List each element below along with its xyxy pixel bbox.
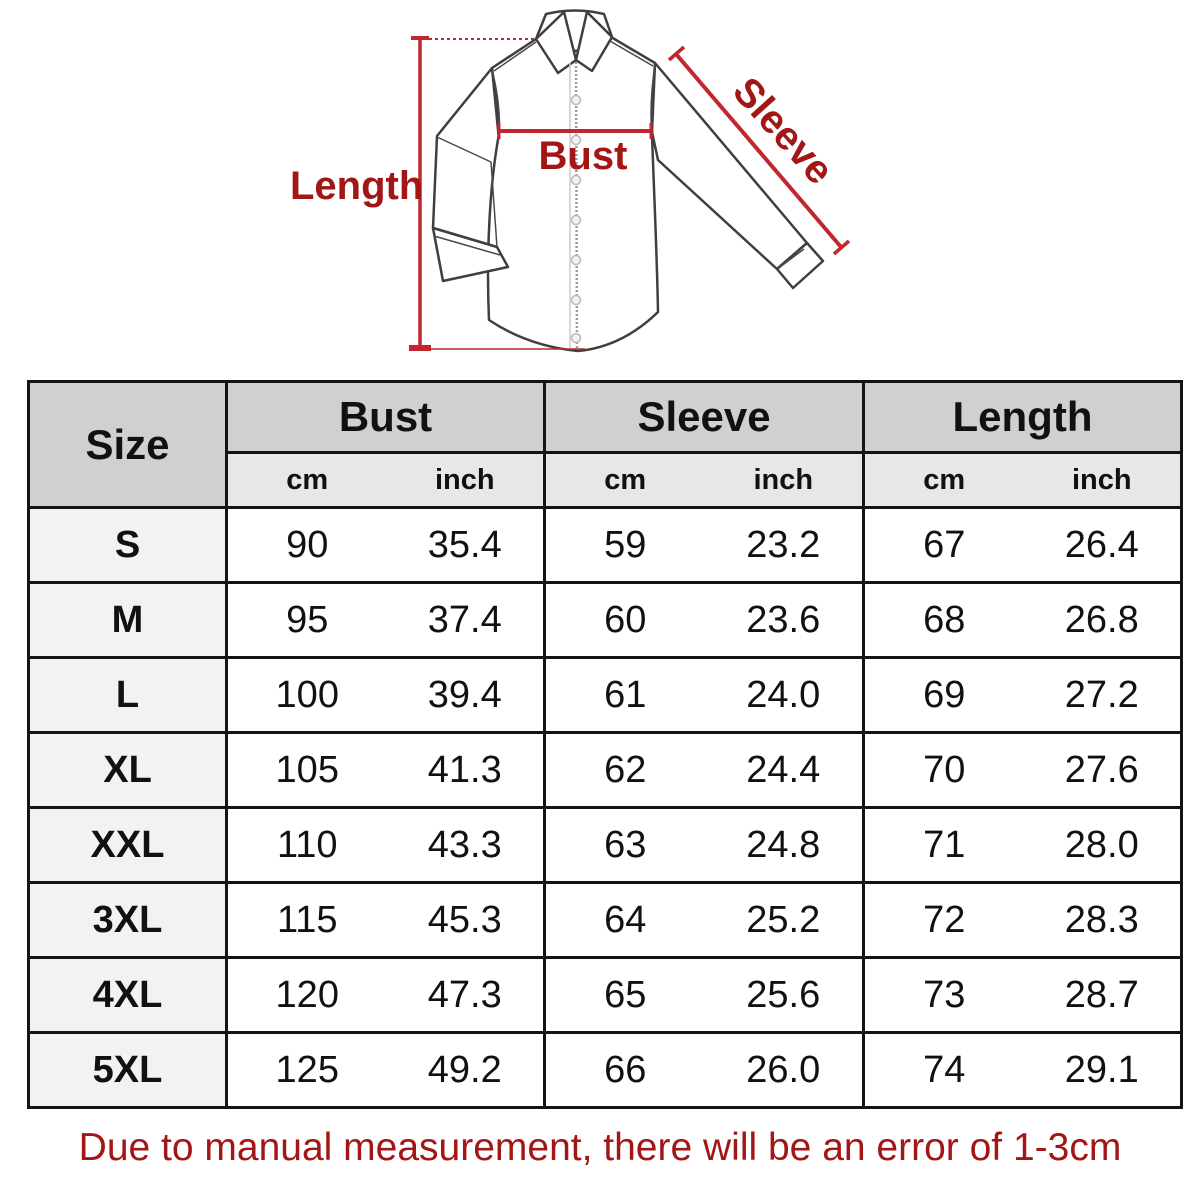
unit-header-inch: inch: [705, 453, 864, 508]
size-cell: S: [29, 508, 227, 583]
value-cell: 45.3: [387, 883, 545, 958]
group-header-row: [29, 382, 1182, 453]
value-cell: 27.6: [1024, 733, 1182, 808]
value-cell: 41.3: [387, 733, 545, 808]
value-cell: 43.3: [387, 808, 545, 883]
size-cell: 3XL: [29, 883, 227, 958]
value-cell: 35.4: [387, 508, 545, 583]
value-cell: 125: [227, 1033, 387, 1108]
value-cell: 28.0: [1024, 808, 1182, 883]
value-cell: 90: [227, 508, 387, 583]
table-row: [29, 508, 1182, 583]
value-cell: 65: [545, 958, 705, 1033]
value-cell: 24.8: [705, 808, 864, 883]
table-row: [29, 883, 1182, 958]
length-group-header: Length: [864, 382, 1182, 453]
table-row: [29, 808, 1182, 883]
size-chart-table: [27, 380, 1183, 1109]
value-cell: 64: [545, 883, 705, 958]
value-cell: 67: [864, 508, 1024, 583]
size-cell: 4XL: [29, 958, 227, 1033]
size-cell: XXL: [29, 808, 227, 883]
value-cell: 60: [545, 583, 705, 658]
value-cell: 24.0: [705, 658, 864, 733]
value-cell: 49.2: [387, 1033, 545, 1108]
table-row: [29, 1033, 1182, 1108]
value-cell: 39.4: [387, 658, 545, 733]
bust-label: Bust: [538, 134, 628, 178]
value-cell: 23.2: [705, 508, 864, 583]
value-cell: 27.2: [1024, 658, 1182, 733]
sleeve-label: Sleeve: [724, 69, 842, 193]
value-cell: 24.4: [705, 733, 864, 808]
value-cell: 66: [545, 1033, 705, 1108]
value-cell: 63: [545, 808, 705, 883]
table-row: [29, 583, 1182, 658]
table-row: [29, 733, 1182, 808]
value-cell: 29.1: [1024, 1033, 1182, 1108]
value-cell: 25.2: [705, 883, 864, 958]
value-cell: 28.3: [1024, 883, 1182, 958]
size-cell: M: [29, 583, 227, 658]
sleeve-group-header: Sleeve: [545, 382, 864, 453]
value-cell: 70: [864, 733, 1024, 808]
value-cell: 105: [227, 733, 387, 808]
unit-header-cm: cm: [227, 453, 387, 508]
value-cell: 26.4: [1024, 508, 1182, 583]
shirt-outline: [433, 11, 823, 352]
measurement-disclaimer: Due to manual measurement, there will be an error of 1-3cm: [78, 1126, 1122, 1169]
table-row: [29, 958, 1182, 1033]
value-cell: 71: [864, 808, 1024, 883]
unit-header-cm: cm: [545, 453, 705, 508]
value-cell: 23.6: [705, 583, 864, 658]
unit-header-cm: cm: [864, 453, 1024, 508]
value-cell: 72: [864, 883, 1024, 958]
value-cell: 100: [227, 658, 387, 733]
value-cell: 59: [545, 508, 705, 583]
value-cell: 73: [864, 958, 1024, 1033]
value-cell: 62: [545, 733, 705, 808]
size-cell: XL: [29, 733, 227, 808]
value-cell: 26.8: [1024, 583, 1182, 658]
value-cell: 95: [227, 583, 387, 658]
value-cell: 68: [864, 583, 1024, 658]
value-cell: 69: [864, 658, 1024, 733]
length-label: Length: [290, 164, 424, 208]
size-cell: 5XL: [29, 1033, 227, 1108]
value-cell: 28.7: [1024, 958, 1182, 1033]
size-column-header: Size: [29, 382, 227, 508]
value-cell: 120: [227, 958, 387, 1033]
value-cell: 25.6: [705, 958, 864, 1033]
bust-group-header: Bust: [227, 382, 545, 453]
value-cell: 61: [545, 658, 705, 733]
unit-header-inch: inch: [1024, 453, 1182, 508]
value-cell: 110: [227, 808, 387, 883]
value-cell: 37.4: [387, 583, 545, 658]
size-cell: L: [29, 658, 227, 733]
unit-header-inch: inch: [387, 453, 545, 508]
shirt-measurement-diagram: [0, 0, 1200, 372]
value-cell: 115: [227, 883, 387, 958]
value-cell: 74: [864, 1033, 1024, 1108]
value-cell: 47.3: [387, 958, 545, 1033]
value-cell: 26.0: [705, 1033, 864, 1108]
table-row: [29, 658, 1182, 733]
